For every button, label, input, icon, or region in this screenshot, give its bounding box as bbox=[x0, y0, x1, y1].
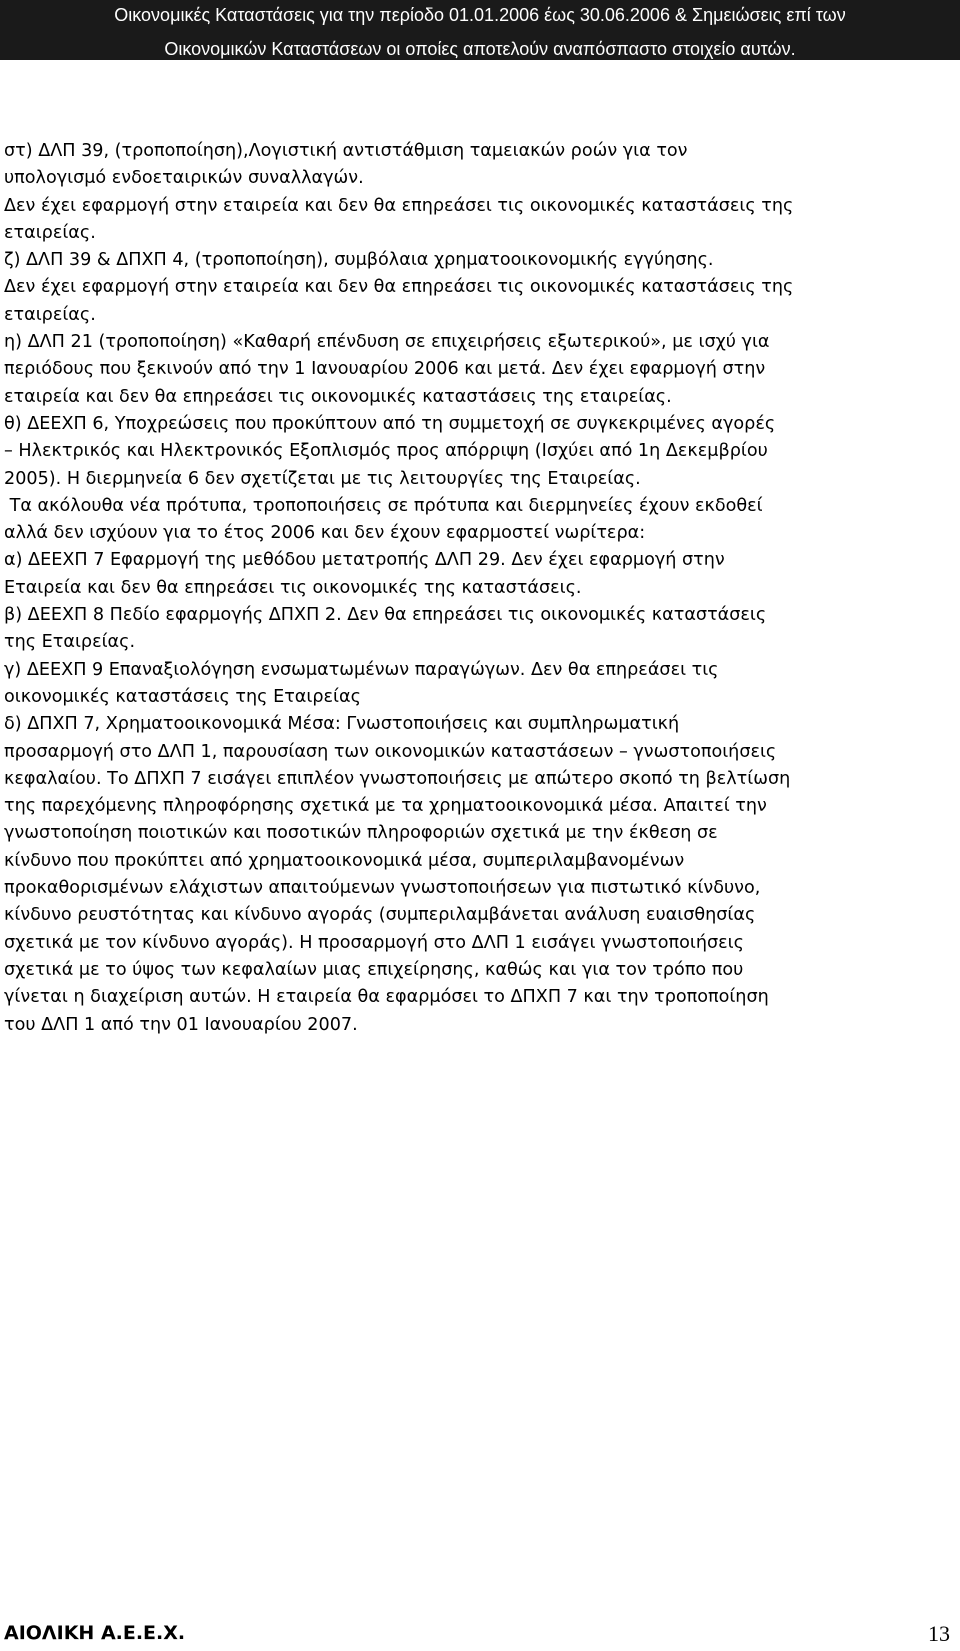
body-line: ζ) ΔΛΠ 39 & ΔΠΧΠ 4, (τροποποίηση), συμβόλαια χρηματοοικονομικής εγγύησης. bbox=[4, 250, 714, 271]
body-line: θ) ΔΕΕΧΠ 6, Υποχρεώσεις που προκύπτουν από τη συμμετοχή σε συγκεκριμένες αγορές bbox=[4, 413, 776, 434]
body-line: στ) ΔΛΠ 39, (τροποποίηση),Λογιστική αντιστάθμιση ταμειακών ροών για τον bbox=[4, 141, 688, 161]
body-line: 2005). Η διερμηνεία 6 δεν σχετίζεται με τις λειτουργίες της Εταιρείας. bbox=[4, 468, 641, 489]
body-line: Δεν έχει εφαρμογή στην εταιρεία και δεν θα επηρεάσει τις οικονομικές καταστάσεις της bbox=[4, 277, 794, 298]
body-line: εταιρείας. bbox=[4, 222, 96, 243]
footer-company-name: ΑΙΟΛΙΚΗ Α.Ε.Ε.Χ. bbox=[4, 1622, 186, 1644]
body-line: υπολογισμό ενδοεταιρικών συναλλαγών. bbox=[4, 168, 364, 189]
document-body bbox=[4, 138, 950, 1039]
body-line: α) ΔΕΕΧΠ 7 Εφαρμογή της μεθόδου μετατροπής ΔΛΠ 29. Δεν έχει εφαρμογή στην bbox=[4, 550, 725, 571]
body-line: Τα ακόλουθα νέα πρότυπα, τροποποιήσεις σε πρότυπα και διερμηνείες έχουν εκδοθεί bbox=[4, 495, 763, 516]
body-line: της Εταιρείας. bbox=[4, 632, 136, 653]
body-line: σχετικά με το ύψος των κεφαλαίων μιας επιχείρησης, καθώς και για τον τρόπο που bbox=[4, 959, 744, 980]
body-line: προσαρμογή στο ΔΛΠ 1, παρουσίαση των οικονομικών καταστάσεων – γνωστοποιήσεις bbox=[4, 741, 777, 762]
body-line: οικονομικές καταστάσεις της Εταιρείας bbox=[4, 686, 361, 707]
body-line: του ΔΛΠ 1 από την 01 Ιανουαρίου 2007. bbox=[4, 1014, 358, 1035]
body-line: αλλά δεν ισχύουν για το έτος 2006 και δεν έχουν εφαρμοστεί νωρίτερα: bbox=[4, 523, 646, 544]
body-line: κίνδυνο ρευστότητας και κίνδυνο αγοράς (συμπεριλαμβάνεται ανάλυση ευαισθησίας bbox=[4, 905, 756, 926]
body-line: – Ηλεκτρικός και Ηλεκτρονικός Εξοπλισμός προς απόρριψη (Ισχύει από 1η Δεκεμβρίου bbox=[4, 441, 768, 462]
body-line: Δεν έχει εφαρμογή στην εταιρεία και δεν θα επηρεάσει τις οικονομικές καταστάσεις της bbox=[4, 195, 794, 216]
body-line: σχετικά με τον κίνδυνο αγοράς). Η προσαρμογή στο ΔΛΠ 1 εισάγει γνωστοποιήσεις bbox=[4, 932, 744, 953]
page-number: 13 bbox=[928, 1621, 950, 1646]
body-line: περιόδους που ξεκινούν από την 1 Ιανουαρίου 2006 και μετά. Δεν έχει εφαρμογή στην bbox=[4, 359, 766, 380]
body-line: κεφαλαίου. Το ΔΠΧΠ 7 εισάγει επιπλέον γνωστοποιήσεις με απώτερο σκοπό τη βελτίωση bbox=[4, 768, 791, 789]
page-header bbox=[0, 0, 960, 60]
body-line: εταιρείας. bbox=[4, 304, 96, 325]
body-line: προκαθορισμένων ελάχιστων απαιτούμενων γνωστοποιήσεων για πιστωτικό κίνδυνο, bbox=[4, 878, 761, 899]
body-line: Εταιρεία και δεν θα επηρεάσει τις οικονομικές της καταστάσεις. bbox=[4, 577, 582, 598]
body-line: γνωστοποίηση ποιοτικών και ποσοτικών πληροφοριών σχετικά με την έκθεση σε bbox=[4, 823, 718, 844]
body-line: β) ΔΕΕΧΠ 8 Πεδίο εφαρμογής ΔΠΧΠ 2. Δεν θα επηρεάσει τις οικονομικές καταστάσεις bbox=[4, 605, 767, 626]
body-line: της παρεχόμενης πληροφόρησης σχετικά με τα χρηματοοικονομικά μέσα. Απαιτεί την bbox=[4, 796, 767, 817]
header-line-1: Οικονομικές Καταστάσεις για την περίοδο 01.01.2006 έως 30.06.2006 & Σημειώσεις επί των bbox=[114, 5, 846, 25]
body-line: κίνδυνο που προκύπτει από χρηματοοικονομικά μέσα, συμπεριλαμβανομένων bbox=[4, 850, 685, 871]
header-line-2: Οικονομικών Καταστάσεων οι οποίες αποτελούν αναπόσπαστο στοιχείο αυτών. bbox=[164, 39, 796, 59]
body-line: δ) ΔΠΧΠ 7, Χρηματοοικονομικά Μέσα: Γνωστοποιήσεις και συμπληρωματική bbox=[4, 714, 680, 735]
body-line: γ) ΔΕΕΧΠ 9 Επαναξιολόγηση ενσωματωμένων παραγώγων. Δεν θα επηρεάσει τις bbox=[4, 659, 719, 680]
body-line: γίνεται η διαχείριση αυτών. Η εταιρεία θα εφαρμόσει το ΔΠΧΠ 7 και την τροποποίηση bbox=[4, 987, 769, 1008]
body-line: εταιρεία και δεν θα επηρεάσει τις οικονομικές καταστάσεις της εταιρείας. bbox=[4, 386, 672, 407]
body-line: η) ΔΛΠ 21 (τροποποίηση) «Καθαρή επένδυση σε επιχειρήσεις εξωτερικού», με ισχύ για bbox=[4, 332, 770, 353]
